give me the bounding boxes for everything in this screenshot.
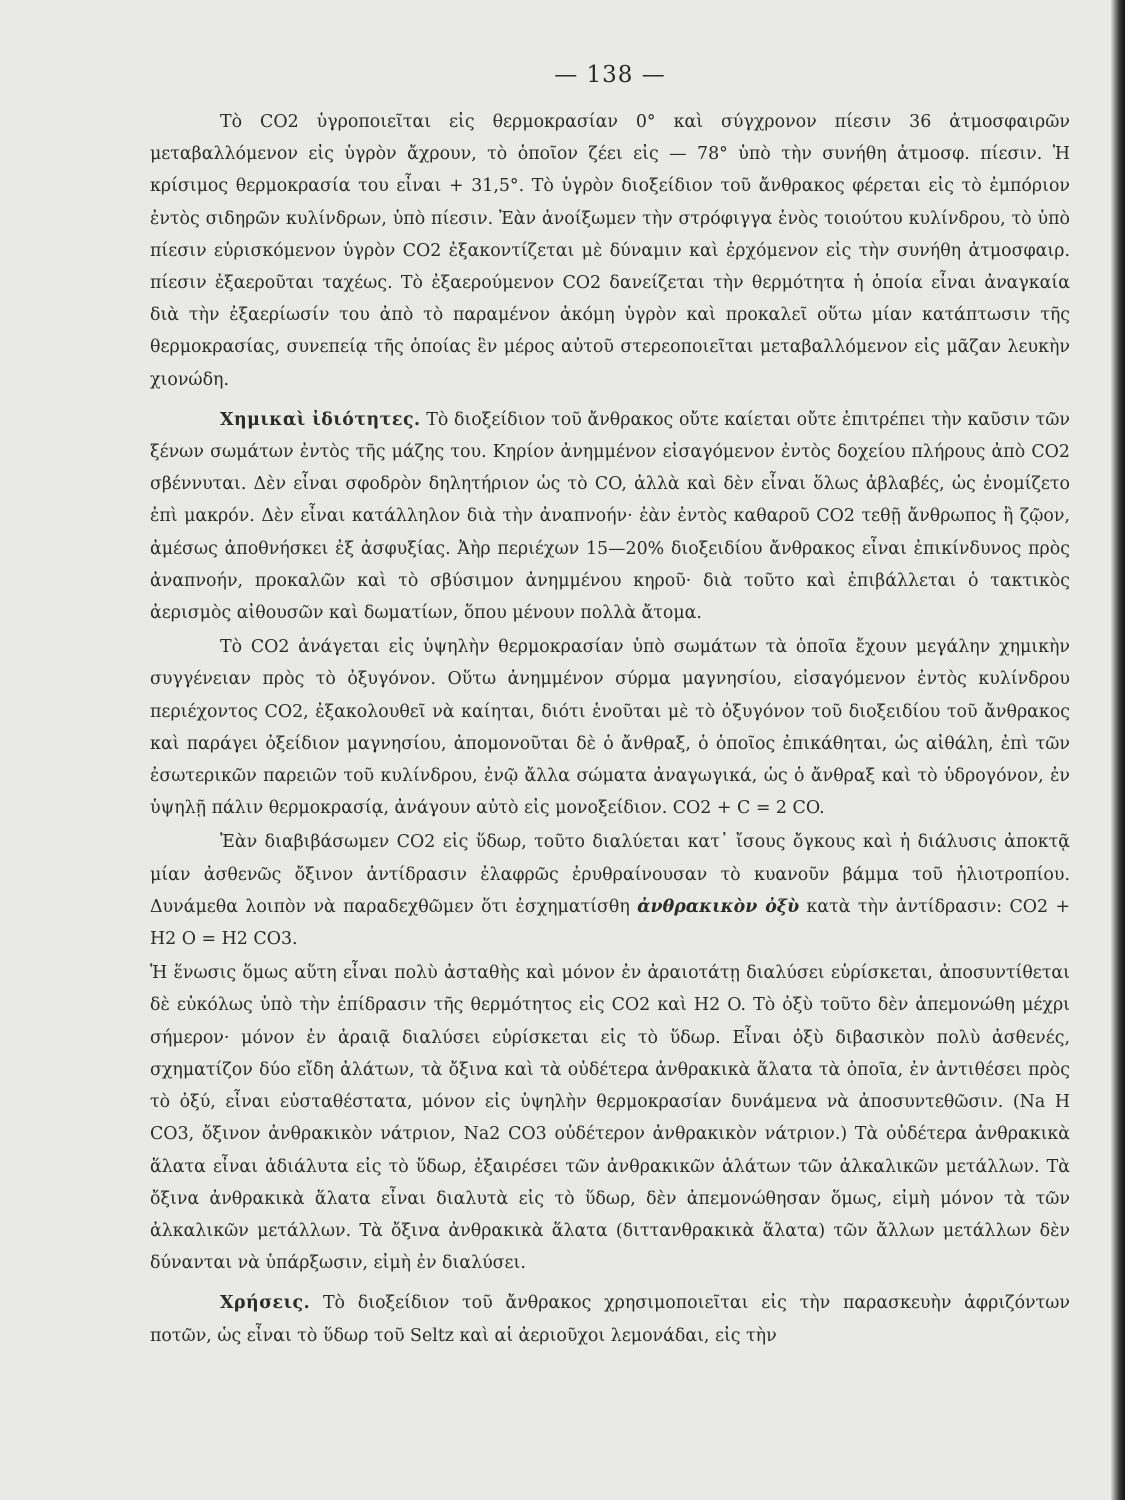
paragraph-uses [150,1287,1070,1351]
paragraph-co2-reduction [150,631,1070,824]
page-number: — 138 — [554,62,666,88]
paragraph-text: Ἡ ἕνωσις ὅμως αὕτη εἶναι πολὺ ἀσταθὴς καὶ μόνον ἐν ἀραιοτάτῃ διαλύσει εὑρίσκεται, ἀποσυντίθεται δὲ εὐκόλως ὑπὸ τὴν ἐπίδρασιν τῆς θερμότητος εἰς CO2 καὶ H2 O. Τὸ ὀξὺ τοῦτο δὲν ἀπεμονώθη μέχρι σήμερον· μόνον ἐν ἀραιᾷ διαλύσει εὑρίσκεται εἰς τὸ ὕδωρ. Εἶναι ὀξὺ διβασικὸν πολὺ ἀσθενές, σχηματίζον δύο εἴδη ἀλάτων, τὰ ὄξινα καὶ τὰ οὐδέτερα ἀνθρακικὰ ἅλατα τὰ ὁποῖα, ἐν ἀντιθέσει πρὸς τὸ ὀξύ, εἶναι εὐσταθέστατα, μόνον εἰς ὑψηλὴν θερμοκρασίαν δυνάμενα νὰ ἀποσυντεθῶσιν. (Na H CO3, ὄξινον ἀνθρακικὸν νάτριον, Na2 CO3 οὐδέτερον ἀνθρακικὸν νάτριον.) Τὰ οὐδέτερα ἀνθρακικὰ ἅλατα εἶναι ἀδιάλυτα εἰς τὸ ὕδωρ, ἐξαιρέσει τῶν ἀνθρακικῶν ἁλάτων τῶν ἀλκαλικῶν μετάλλων. Τὰ ὄξινα ἀνθρακικὰ ἅλατα εἶναι διαλυτὰ εἰς τὸ ὕδωρ, δὲν ἀπεμονώθησαν ὅμως, εἰμὴ μόνον τὰ τῶν ἀλκαλικῶν μετάλλων. Τὰ ὄξινα ἀνθρακικὰ ἅλατα (διττανθρακικὰ ἅλατα) τῶν ἄλλων μετάλλων δὲν δύνανται νὰ ὑπάρξωσιν, εἰμὴ ἐν διαλύσει. [150,963,1070,1274]
paragraph-text: Τὸ CO2 ὑγροποιεῖται εἰς θερμοκρασίαν 0° καὶ σύγχρονον πίεσιν 36 ἀτμοσφαιρῶν μεταβαλλόμενον εἰς ὑγρὸν ἄχρουν, τὸ ὁποῖον ζέει εἰς — 78° ὑπὸ τὴν συνήθη ἀτμοσφ. πίεσιν. Ἡ κρίσιμος θερμοκρασία του εἶναι + 31,5°. Τὸ ὑγρὸν διοξείδιον τοῦ ἄνθρακος φέρεται εἰς τὸ ἐμπόριον ἐντὸς σιδηρῶν κυλίνδρων, ὑπὸ πίεσιν. Ἐὰν ἀνοίξωμεν τὴν στρόφιγγα ἑνὸς τοιούτου κυλίνδρου, τὸ ὑπὸ πίεσιν εὑρισκόμενον ὑγρὸν CO2 ἐξακοντίζεται μὲ δύναμιν καὶ ἐρχόμενον εἰς τὴν συνήθη ἀτμοσφαιρ. πίεσιν ἐξαεροῦται ταχέως. Τὸ ἐξαερούμενον CO2 δανείζεται τὴν θερμότητα ἡ ὁποία εἶναι ἀναγκαία διὰ τὴν ἐξαερίωσίν του ἀπὸ τὸ παραμένον ἀκόμη ὑγρὸν καὶ προκαλεῖ οὕτω μίαν κατάπτωσιν τῆς θερμοκρασίας, συνεπείᾳ τῆς ὁποίας ἓν μέρος αὐτοῦ στερεοποιεῖται μεταβαλλόμενον εἰς μᾶζαν λευκὴν χιονώδη. [150,112,1070,390]
section-heading-chemical-properties: Χημικαὶ ἰδιότητες. [220,409,421,430]
paragraph-chemical-properties [150,404,1070,629]
paragraph-text: Τὸ διοξείδιον τοῦ ἄνθρακος οὔτε καίεται οὔτε ἐπιτρέπει τὴν καῦσιν τῶν ξένων σωμάτων ἐντὸς τῆς μάζης του. Κηρίον ἀνημμένον εἰσαγόμενον ἐντὸς δοχείου πλήρους ἀπὸ CO2 σβέννυται. Δὲν εἶναι σφοδρὸν δηλητήριον ὡς τὸ CO, ἀλλὰ καὶ δὲν εἶναι ὅλως ἀβλαβές, ὡς ἐνομίζετο ἐπὶ μακρόν. Δὲν εἶναι κατάλληλον διὰ τὴν ἀναπνοήν· ἐὰν ἐντὸς καθαροῦ CO2 τεθῇ ἄνθρωπος ἢ ζῷον, ἀμέσως ἀποθνήσκει ἐξ ἀσφυξίας. Ἀὴρ περιέχων 15—20% διοξειδίου ἄνθρακος εἶναι ἐπικίνδυνος πρὸς ἀναπνοήν, προκαλῶν καὶ τὸ σβύσιμον ἀνημμένου κηροῦ· διὰ τοῦτο καὶ ἐπιβάλλεται ὁ τακτικὸς ἀερισμὸς αἰθουσῶν καὶ δωματίων, ὅπου μένουν πολλὰ ἄτομα. [150,409,1071,624]
term-carbonic-acid: ἀνθρακικὸν ὀξὺ [637,896,800,917]
paragraph-co2-liquefaction [150,106,1070,396]
paragraph-text-before: Ἐὰν διαβιβάσωμεν CO2 εἰς ὕδωρ, τοῦτο διαλύεται κατ᾿ ἴσους ὄγκους καὶ ἡ διάλυσις ἀποκτᾷ μίαν ἀσθενῶς ὄξινον ἀντίδρασιν ἐλαφρῶς ἐρυθραίνουσαν τὸ κυανοῦν βάμμα τοῦ ἡλιοτροπίου. Δυνάμεθα λοιπὸν νὰ παραδεχθῶμεν ὅτι ἐσχηματίσθη [150,832,1070,917]
paragraph-text: Τὸ διοξείδιον τοῦ ἄνθρακος χρησιμοποιεῖται εἰς τὴν παρασκευὴν ἀφριζόντων ποτῶν, ὡς εἶναι τὸ ὕδωρ τοῦ Seltz καὶ αἱ ἀεριοῦχοι λεμονάδαι, εἰς τὴν [150,1293,1070,1346]
paragraph-text-after: κατὰ τὴν ἀντίδρασιν: CO2 + H2 O = H2 CO3. [150,896,1071,950]
paragraph-text: Τὸ CO2 ἀνάγεται εἰς ὑψηλὴν θερμοκρασίαν ὑπὸ σωμάτων τὰ ὁποῖα ἔχουν μεγάλην χημικὴν συγγένειαν πρὸς τὸ ὀξυγόνον. Οὕτω ἀνημμένον σύρμα μαγνησίου, εἰσαγόμενον ἐντὸς κυλίνδρου περιέχοντος CO2, ἐξακολουθεῖ νὰ καίηται, διότι ἑνοῦται μὲ τὸ ὀξυγόνον τοῦ διοξειδίου τοῦ ἄνθρακος καὶ παράγει ὀξείδιον μαγνησίου, ἀπομονοῦται δὲ ὁ ἄνθραξ, ὁ ὁποῖος ἐπικάθηται, ὡς αἰθάλη, ἐπὶ τῶν ἐσωτερικῶν παρειῶν τοῦ κυλίνδρου, ἐνῷ ἄλλα σώματα ἀναγωγικά, ὡς ὁ ἄνθραξ καὶ τὸ ὑδρογόνον, ἐν ὑψηλῇ πάλιν θερμοκρασίᾳ, ἀνάγουν αὐτὸ εἰς μονοξείδιον. CO2 + C = 2 CO. [150,637,1070,819]
section-heading-uses: Χρήσεις. [220,1293,311,1314]
book-page [150,62,1070,1352]
paragraph-carbonic-acid [150,826,1070,955]
paragraph-carbonates [150,957,1070,1279]
book-spine-shadow [1111,0,1125,1500]
